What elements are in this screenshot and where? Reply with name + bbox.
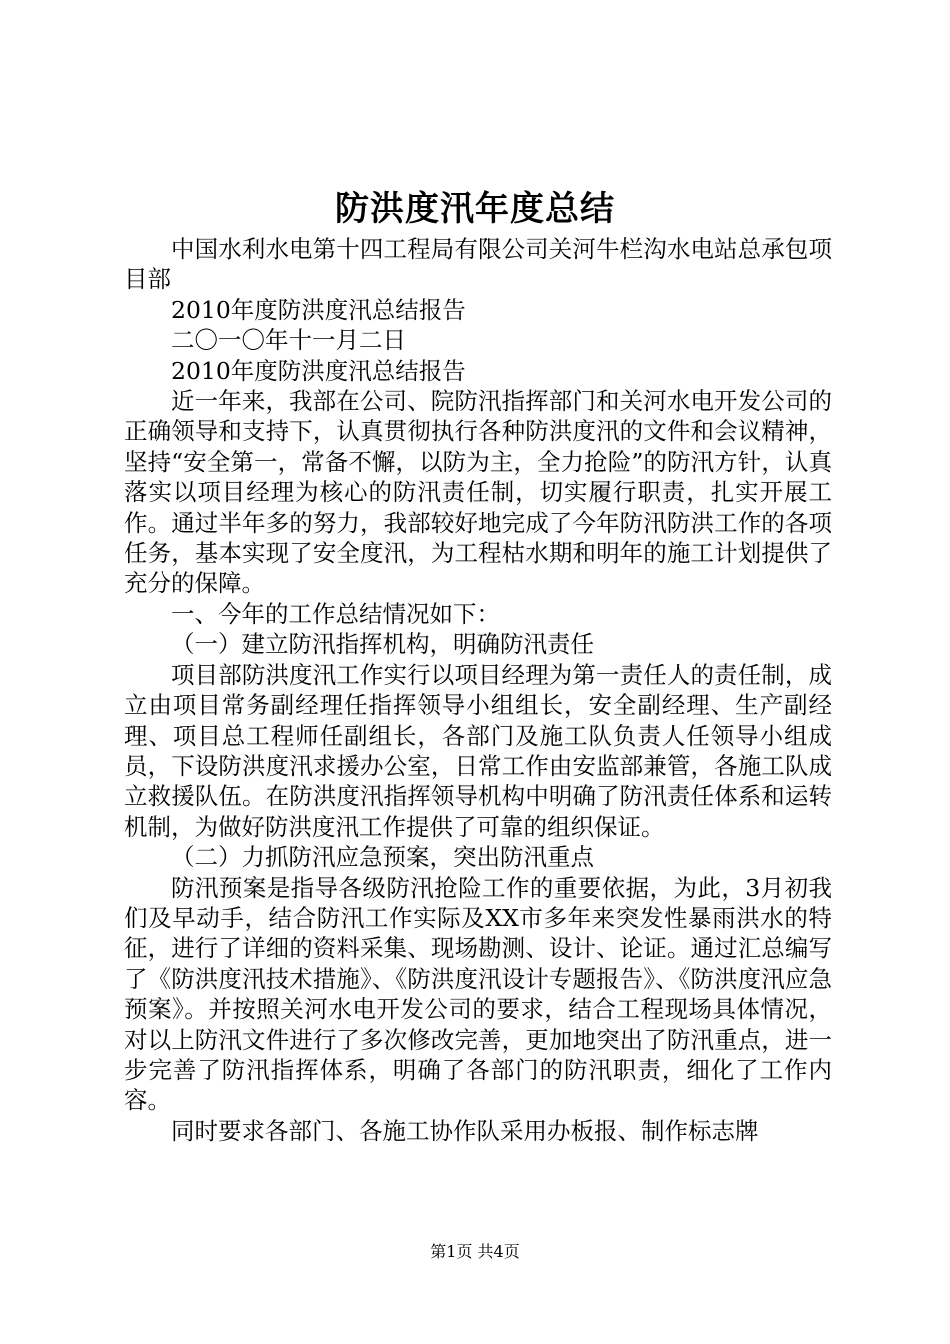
section-heading-summary: 一、今年的工作总结情况如下： bbox=[171, 599, 500, 628]
document-body bbox=[124, 234, 832, 1146]
page-footer: 第1页 共4页 bbox=[430, 1242, 520, 1261]
subsection-heading-2: （二）力抓防汛应急预案，突出防汛重点 bbox=[171, 843, 594, 872]
paragraph-emergency-plan: 防汛预案是指导各级防汛抢险工作的重要依据，为此，3月初我们及早动手，结合防汛工作实际及XX市多年来突发性暴雨洪水的特征，进行了详细的资料采集、现场勘测、设计、论证。通过汇总编写了《防洪度汛技术措施》、《防洪度汛设计专题报告》、《防洪度汛应急预案》。并按照关河水电开发公司的要求，结合工程现场具体情况，对以上防汛文件进行了多次修改完善，更加地突出了防汛重点，进一步完善了防汛指挥体系，明确了各部门的防汛职责，细化了工作内容。 bbox=[124, 873, 832, 1115]
document-title: 防洪度汛年度总结 bbox=[335, 189, 615, 229]
paragraph-report-title-repeat: 2010年度防洪度汛总结报告 bbox=[171, 356, 466, 385]
paragraph-date: 二〇一〇年十一月二日 bbox=[171, 326, 406, 355]
paragraph-responsibility: 项目部防洪度汛工作实行以项目经理为第一责任人的责任制，成立由项目常务副经理任指挥领导小组组长，安全副经理、生产副经理、项目总工程师任副组长，各部门及施工队负责人任领导小组成员，下设防洪度汛求援办公室，日常工作由安监部兼管，各施工队成立救援队伍。在防洪度汛指挥领导机构中明确了防汛责任体系和运转机制，为做好防洪度汛工作提供了可靠的组织保证。 bbox=[124, 660, 832, 841]
paragraph-introduction: 近一年来，我部在公司、院防汛指挥部门和关河水电开发公司的正确领导和支持下，认真贯彻执行各种防洪度汛的文件和会议精神，坚持“安全第一，常备不懈，以防为主，全力抢险”的防汛方针，认真落实以项目经理为核心的防汛责任制，切实履行职责，扎实开展工作。通过半年多的努力，我部较好地完成了今年防汛防洪工作的各项任务，基本实现了安全度汛，为工程枯水期和明年的施工计划提供了充分的保障。 bbox=[124, 387, 832, 598]
paragraph-continuation: 同时要求各部门、各施工协作队采用办板报、制作标志牌 bbox=[171, 1116, 759, 1145]
subsection-heading-1: （一）建立防汛指挥机构，明确防汛责任 bbox=[171, 630, 594, 659]
paragraph-organization: 中国水利水电第十四工程局有限公司关河牛栏沟水电站总承包项目部 bbox=[124, 235, 832, 294]
paragraph-report-title: 2010年度防洪度汛总结报告 bbox=[171, 295, 466, 324]
